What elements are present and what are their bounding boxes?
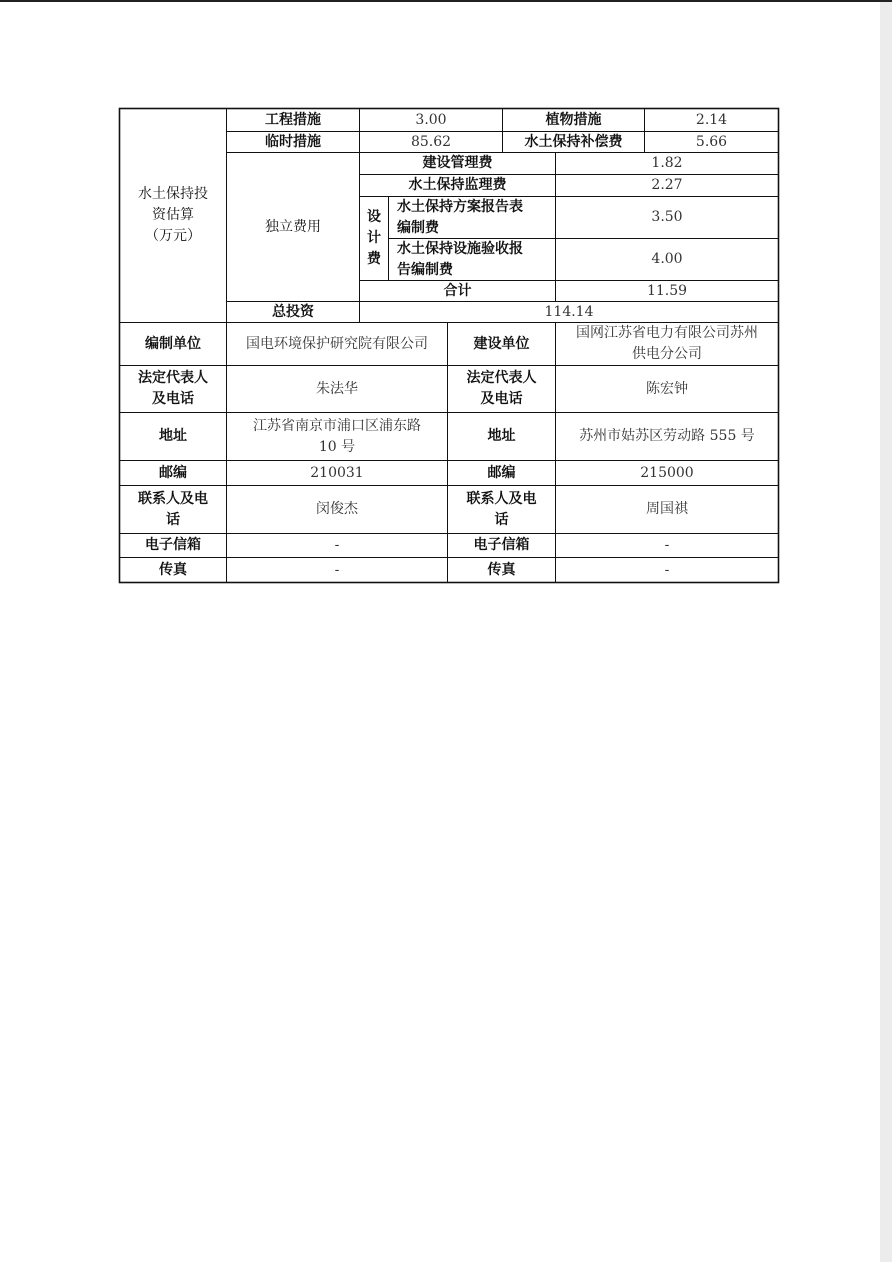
compiler-unit-value: 国电环境保护研究院有限公司	[246, 335, 428, 352]
plan-report-fee-line: 编制费	[397, 219, 439, 236]
construction-contact-label-line: 话	[494, 511, 509, 528]
independent-cost-label: 独立费用	[265, 218, 321, 235]
construction-contact-label	[448, 486, 555, 533]
total-investment-label: 总投资	[272, 303, 314, 320]
compiler-address-line: 10 号	[318, 438, 356, 455]
design-fee-char: 设	[367, 209, 381, 225]
construction-fax-value: -	[664, 561, 670, 578]
investment-label-line: 资估算	[152, 207, 194, 223]
construction-contact-label-line: 联系人及电	[466, 490, 537, 507]
engineering-label: 工程措施	[265, 111, 321, 128]
investment-label-line: （万元）	[145, 228, 201, 244]
construction-fax-label: 传真	[487, 561, 516, 578]
construction-rep-label	[448, 366, 555, 412]
compiler-contact-label	[120, 486, 226, 533]
management-fee-value: 1.82	[651, 155, 683, 171]
construction-unit-label: 建设单位	[473, 335, 530, 352]
supervision-fee-value: 2.27	[651, 177, 683, 193]
compiler-address-value	[227, 413, 447, 460]
investment-section-label	[120, 109, 226, 322]
vegetation-value: 2.14	[695, 111, 728, 128]
compiler-rep-label-line: 法定代表人	[138, 370, 208, 386]
construction-unit-line: 国网江苏省电力有限公司苏州	[576, 325, 758, 341]
compensation-label: 水土保持补偿费	[524, 133, 623, 150]
compiler-email-value: -	[334, 537, 340, 553]
total-investment-value: 114.14	[544, 303, 594, 320]
compiler-postcode-label: 邮编	[159, 464, 187, 481]
compiler-contact-label-line: 话	[166, 511, 180, 528]
construction-postcode-value: 215000	[640, 464, 694, 481]
investment-label-line: 水土保持投	[138, 186, 208, 202]
temporary-label: 临时措施	[265, 133, 321, 150]
construction-unit-line: 供电分公司	[632, 346, 702, 362]
engineering-value: 3.00	[415, 111, 447, 128]
acceptance-report-fee-line: 告编制费	[397, 261, 453, 278]
design-fee-label	[360, 197, 388, 280]
construction-contact-value: 周国祺	[646, 501, 688, 517]
supervision-fee-label: 水土保持监理费	[408, 177, 507, 193]
design-fee-char: 费	[367, 251, 381, 267]
acceptance-report-fee-line: 水土保持设施验收报	[397, 240, 523, 257]
compiler-fax-label: 传真	[159, 561, 187, 578]
subtotal-label: 合计	[443, 282, 472, 299]
compiler-rep-label	[120, 366, 226, 412]
construction-rep-value: 陈宏钟	[646, 380, 688, 397]
compiler-email-label: 电子信箱	[145, 537, 201, 553]
design-fee-char: 计	[367, 230, 381, 246]
plan-report-fee-line: 水土保持方案报告表	[397, 198, 523, 215]
compiler-contact-value: 闵俊杰	[316, 501, 358, 517]
subtotal-value: 11.59	[646, 282, 688, 299]
construction-postcode-label: 邮编	[487, 464, 516, 481]
compensation-value: 5.66	[695, 133, 728, 150]
construction-address-value: 苏州市姑苏区劳动路 555 号	[579, 428, 755, 444]
acceptance-report-fee-label	[389, 239, 555, 280]
construction-email-label: 电子信箱	[473, 537, 530, 553]
acceptance-report-fee-value: 4.00	[651, 251, 683, 267]
compiler-contact-label-line: 联系人及电	[138, 490, 208, 507]
compiler-unit-label: 编制单位	[145, 335, 201, 352]
plan-report-fee-value: 3.50	[651, 209, 683, 225]
plan-report-fee-label	[389, 197, 555, 238]
management-fee-label: 建设管理费	[422, 155, 493, 171]
construction-email-value: -	[664, 537, 670, 553]
compiler-rep-label-line: 及电话	[152, 391, 194, 407]
compiler-address-label: 地址	[159, 428, 187, 444]
temporary-value: 85.62	[410, 133, 452, 150]
construction-address-label: 地址	[487, 428, 516, 444]
compiler-rep-value: 朱法华	[316, 380, 358, 397]
construction-unit-value	[556, 323, 778, 365]
compiler-postcode-value: 210031	[310, 464, 364, 481]
compiler-fax-value: -	[334, 561, 340, 578]
compiler-address-line: 江苏省南京市浦口区浦东路	[253, 417, 421, 434]
construction-rep-label-line: 及电话	[480, 391, 523, 407]
vegetation-label: 植物措施	[545, 111, 602, 128]
construction-rep-label-line: 法定代表人	[466, 370, 537, 386]
